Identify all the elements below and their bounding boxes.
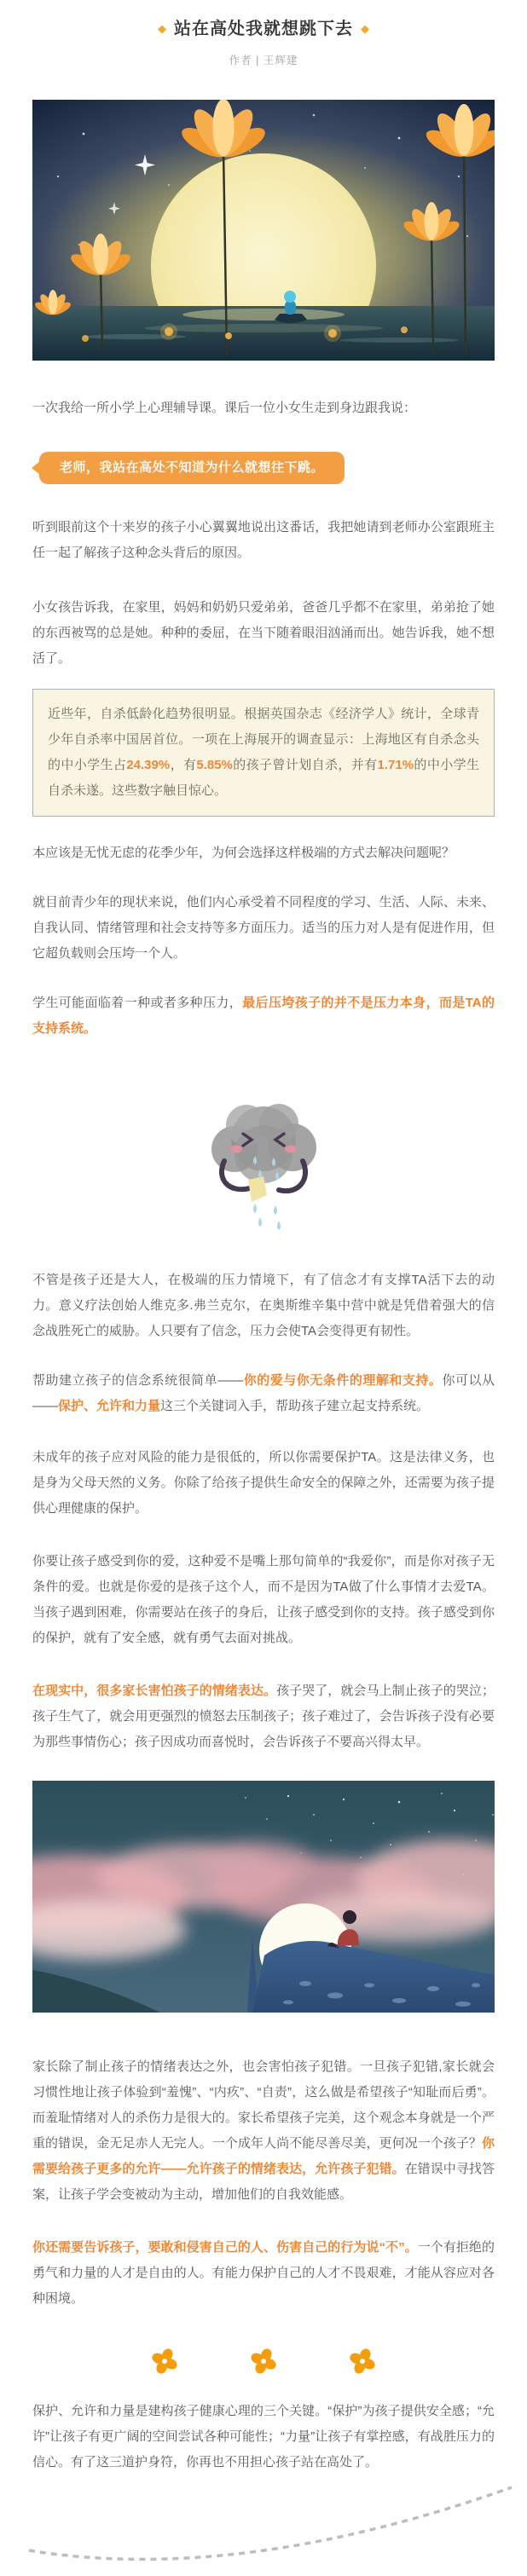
highlighted-text: 保护、允许和力量 <box>58 1399 161 1413</box>
stat-text: 的孩子曾计划自杀，并有 <box>232 758 378 772</box>
paragraph-intro <box>32 396 495 421</box>
statistics-callout-box <box>32 689 495 817</box>
paragraph-text: 本应该是无忧无虑的花季少年，为何会选择这样极端的方式去解决问题呢？ <box>32 846 455 860</box>
paragraph-text: 一个有拒绝的勇气和力量的人才是自由的人。有能力保护自己的人才不畏艰难，才能从容应对各种困境。 <box>32 2240 495 2306</box>
paragraph-text: 你可以从—— <box>32 1373 495 1413</box>
paragraph <box>32 1368 495 1419</box>
quote-bubble-row <box>32 452 495 484</box>
page-title: 站在高处我就想跳下去 <box>174 20 353 38</box>
crying-cloud-illustration[interactable] <box>32 1095 495 1237</box>
paragraph <box>32 595 495 672</box>
paragraph <box>32 2235 495 2312</box>
hero-illustration[interactable] <box>32 100 495 365</box>
stat-text: ，有 <box>170 758 197 772</box>
highlighted-text: 你需要给孩子更多的允许——允许孩子的情绪表达，允许孩子犯错。 <box>32 2136 495 2176</box>
cheek <box>230 1146 242 1153</box>
paragraph-text: 听到眼前这个十来岁的孩子小心翼翼地说出这番话，我把她请到老师办公室跟班主任一起了解孩子这种念头背后的原因。 <box>32 520 495 560</box>
stat-text: 的中小学生自杀未遂。这些数字触目惊心。 <box>48 758 479 798</box>
highlighted-text: 在现实中，很多家长害怕孩子的情绪表达。 <box>32 1684 277 1698</box>
cloud-body <box>211 1104 316 1183</box>
student-quote-bubble: 老师，我站在高处不知道为什么就想往下跳。 <box>39 452 345 484</box>
author-byline: 作者 | 王辉建 <box>229 55 298 66</box>
paragraph-text: 就目前青少年的现状来说，他们内心承受着不同程度的学习、生活、人际、未来、自我认同、情绪管理和社会支持等多方面压力。适当的压力对人是有促进作用，但它超负载则会压垮一个人。 <box>32 895 495 961</box>
dashed-curve <box>0 2481 527 2576</box>
paragraph <box>32 1678 495 1755</box>
moon-lotus-night-scene <box>32 100 495 361</box>
paragraph-text: 这三个关键词入手，帮助孩子建立起支持系统。 <box>160 1399 430 1413</box>
crying-cloud <box>195 1095 332 1233</box>
stat-value: 24.39% <box>126 758 171 772</box>
diamond-decor-icon: ◆ <box>361 22 369 35</box>
dashed-curve-decoration <box>0 2481 527 2576</box>
paragraph-text: 保护、允许和力量是建构孩子健康心理的三个关键。“保护”为孩子提供安全感；“允许”让孩子有更广阔的空间尝试各种可能性；“力量”让孩子有掌控感，有战胜压力的信心。有了这三道护身符，你再也不用担心孩子站在高处了。 <box>32 2404 495 2469</box>
stat-value: 1.71% <box>377 758 414 772</box>
highlighted-text: 最后压垮孩子的并不是压力本身，而是TA的支持系统。 <box>32 996 495 1036</box>
flower-icon <box>250 2348 277 2375</box>
diamond-decor-icon: ◆ <box>158 22 166 35</box>
paragraph <box>32 840 495 866</box>
paragraph-text: 不管是孩子还是大人，在极端的压力情境下，有了信念才有支撑TA活下去的动力。意义疗法创始人维克多.弗兰克尔，在奥斯维辛集中营中就是凭借着强大的信念战胜死亡的威胁。人只要有了信念，压力会使TA会变得更有韧性。 <box>32 1273 495 1338</box>
paragraph <box>32 890 495 967</box>
paragraph-text: 帮助建立孩子的信念系统很简单—— <box>32 1373 244 1388</box>
flower-icon <box>151 2348 178 2375</box>
stat-text: 近些年，自杀低龄化趋势很明显。根据英国杂志《经济学人》统计，全球青少年自杀率中国居首位。一项在上海展开的调查显示：上海地区有自杀念头的中小学生占 <box>48 707 479 772</box>
highlighted-text: 你的爱与你无条件的理解和支持。 <box>243 1373 443 1388</box>
paragraph <box>32 1549 495 1651</box>
flower-icon <box>349 2348 376 2375</box>
paragraph <box>32 2054 495 2208</box>
paragraph-text: 一次我给一所小学上心理辅导课。课后一位小女生走到身边跟我说： <box>32 401 417 415</box>
paragraph-text: 家长除了制止孩子的情绪表达之外，也会害怕孩子犯错。一旦孩子犯错,家长就会习惯性地让孩子体验到“羞愧”、“内疚”、“自责”，这么做是希望孩子“知耻而后勇”。而羞耻情绪对人的杀伤力是很大的。家长希望孩子完美，这个观念本身就是一个严重的错误，金无足赤人无完人。一个成年人尚不能尽善尽美，更何况一个孩子？ <box>32 2059 495 2151</box>
paragraph-conclusion <box>32 2399 495 2475</box>
paragraph-text: 学生可能面临着一种或者多种压力， <box>32 996 243 1010</box>
person-hill-illustration[interactable] <box>32 1781 495 2017</box>
person-watching-moon <box>32 1781 495 2013</box>
paragraph <box>32 515 495 566</box>
paragraph-text: 你要让孩子感受到你的爱，这种爱不是嘴上那句简单的“我爱你”，而是你对孩子无条件的爱。也就是你爱的是孩子这个人，而不是因为TA做了什么事情才去爱TA。当孩子遇到困难，你需要站在孩子的身后，让孩子感受到你的支持。孩子感受到你的保护，就有了安全感，就有勇气去面对挑战。 <box>32 1554 495 1645</box>
flower-divider <box>32 2348 495 2375</box>
paragraph <box>32 1268 495 1344</box>
stat-value: 5.85% <box>196 758 233 772</box>
paragraph-text: 在错误中寻找答案，让孩子学会变被动为主动，增加他们的自我效能感。 <box>32 2162 495 2202</box>
tissue <box>248 1176 267 1202</box>
paragraph-text: 小女孩告诉我，在家里，妈妈和奶奶只爱弟弟，爸爸几乎都不在家里，弟弟抢了她的东西被骂的总是她。种种的委屈，在当下随着眼泪汹涌而出。她告诉我，她不想活了。 <box>32 600 495 666</box>
paragraph-text: 未成年的孩子应对风险的能力是很低的，所以你需要保护TA。这是法律义务，也是身为父母天然的义务。你除了给孩子提供生命安全的保障之外，还需要为孩子提供心理健康的保护。 <box>32 1450 495 1516</box>
paragraph <box>32 991 495 1042</box>
highlighted-text: 你还需要告诉孩子，要敢和侵害自己的人、伤害自己的行为说“不”。 <box>32 2240 418 2255</box>
paragraph <box>32 1445 495 1522</box>
page-title-row <box>32 17 495 41</box>
paragraph-text: 孩子哭了，就会马上制止孩子的哭泣；孩子生气了，就会用更强烈的愤怒去压制孩子；孩子难过了，会告诉孩子没有必要为那些事情伤心；孩子因成功而喜悦时，会告诉孩子不要高兴得太早。 <box>32 1684 495 1749</box>
cheek <box>285 1146 297 1153</box>
